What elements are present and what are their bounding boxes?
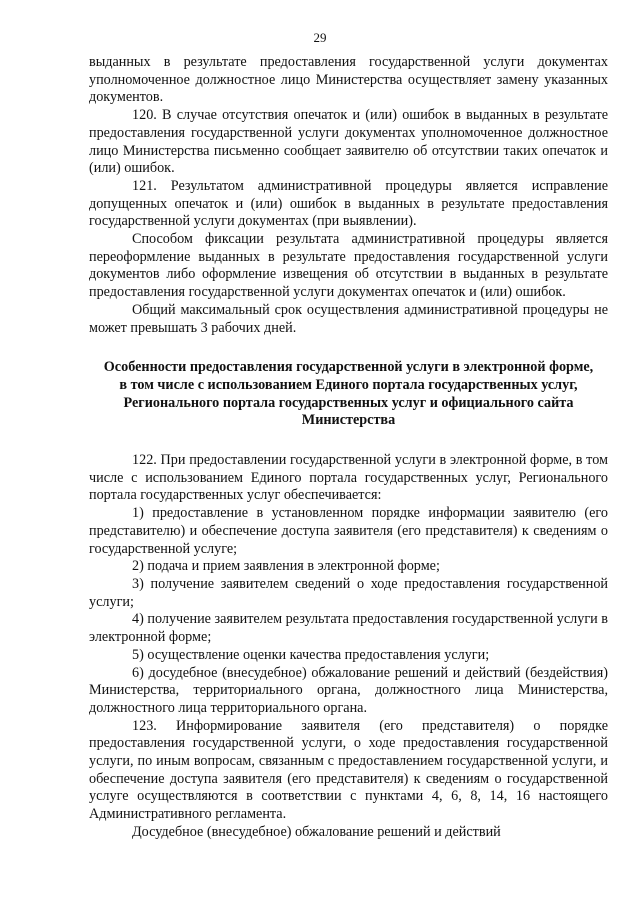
paragraph-fixation-method: Способом фиксации результата административной процедуры является переоформление выданных в результате предоставления государственной услуги документов либо оформление извещения об отсутствии в выданных в результате предоставления государственной услуги документах опечаток и (или) ошибок. — [89, 231, 608, 301]
paragraph-123: 123. Информирование заявителя (его представителя) о порядке предоставления государственной услуги, о ходе предоставления государственной услуги, по иным вопросам, связанным с предоставлением государственной услуги, и обеспечение доступа заявителя (его представителя) к сведениям о государственной услуге осуществляются в соответствии с пунктами 4, 6, 8, 14, 16 настоящего Административного регламента. — [89, 717, 608, 823]
paragraph-122: 122. При предоставлении государственной услуги в электронной форме, в том числе с использованием Единого портала государственных услуг, Регионального портала государственных услуг обеспечивается: — [89, 452, 608, 504]
list-item-1: 1) предоставление в установленном порядке информации заявителю (его представителю) и обеспечение доступа заявителя (его представителя) к сведениям о государственной услуге; — [89, 505, 608, 557]
paragraph-max-term: Общий максимальный срок осуществления административной процедуры не может превышать 3 рабочих дней. — [89, 301, 608, 336]
paragraph-121: 121. Результатом административной процедуры является исправление допущенных опечаток и (или) ошибок в выданных в результате предоставления государственной услуги документах (при выявлении). — [89, 177, 608, 230]
section-heading: Особенности предоставления государственной услуги в электронной форме, в том числе с использованием Единого портала государственных услуг, Регионального портала государственных услуг и официального сайта Министерства — [103, 359, 594, 429]
paragraph-continuation: выданных в результате предоставления государственной услуги документах уполномоченное должностное лицо Министерства осуществляет замену указанных документов. — [89, 54, 608, 106]
list-item-2: 2) подача и прием заявления в электронной форме; — [132, 558, 440, 575]
list-item-3: 3) получение заявителем сведений о ходе предоставления государственной услуги; — [89, 575, 608, 610]
list-item-6: 6) досудебное (внесудебное) обжалование решений и действий (бездействия) Министерства, территориального органа, должностного лица Министерства, должностного лица территориального органа. — [89, 664, 608, 716]
paragraph-120: 120. В случае отсутствия опечаток и (или) ошибок в выданных в результате предоставления государственной услуги документах уполномоченное должностное лицо Министерства письменно сообщает заявителю об отсутствии таких опечаток и (или) ошибок. — [89, 107, 608, 177]
page-content — [89, 54, 608, 842]
list-item-5: 5) осуществление оценки качества предоставления услуги; — [132, 646, 490, 663]
page-number: 29 — [313, 30, 327, 45]
paragraph-appeal: Досудебное (внесудебное) обжалование решений и действий — [132, 823, 501, 840]
list-item-4: 4) получение заявителем результата предоставления государственной услуги в электронной форме; — [89, 611, 608, 646]
